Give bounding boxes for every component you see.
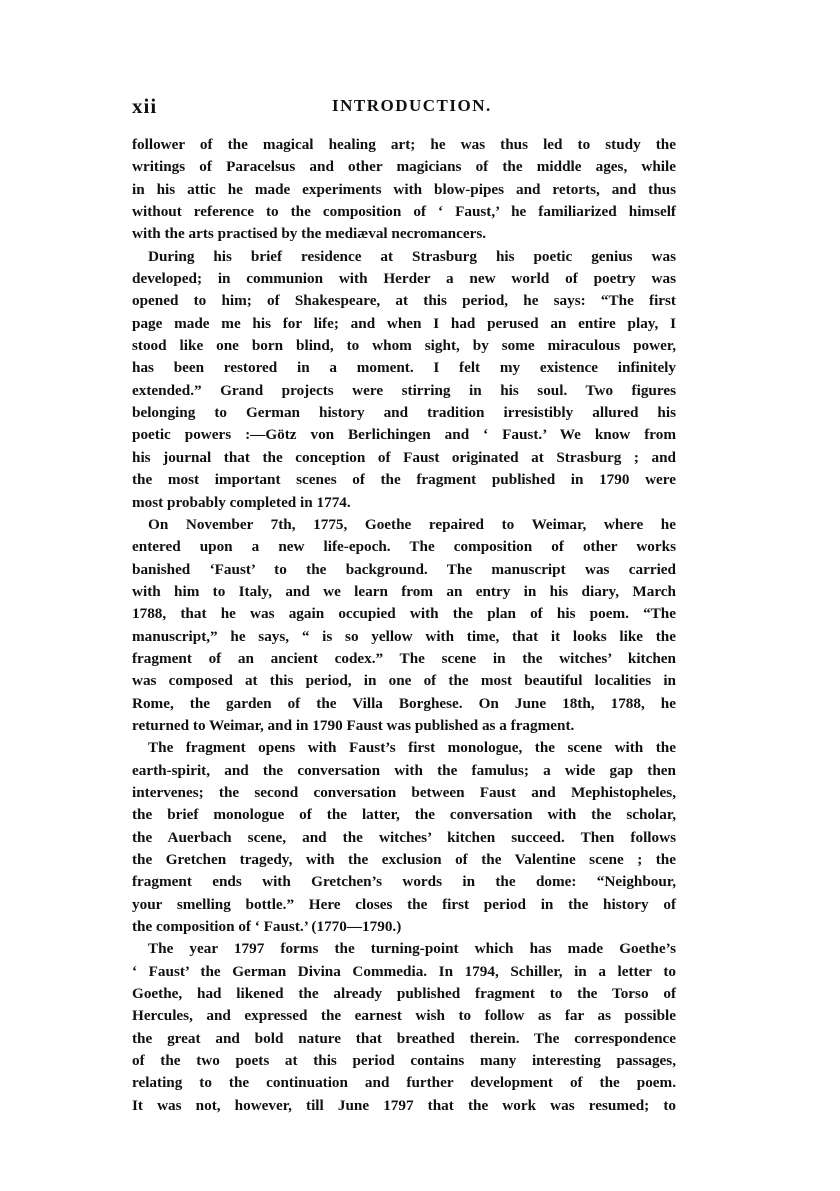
text-line: most probably completed in 1774. bbox=[132, 493, 351, 511]
text-line: 1788, that he was again occupied with the plan of his poem. “The bbox=[132, 605, 676, 623]
text-line: Rome, the garden of the Villa Borghese. On June 18th, 1788, he bbox=[132, 694, 676, 712]
text-line: belonging to German history and tradition irresistibly allured his bbox=[132, 404, 676, 422]
text-line: entered upon a new life-epoch. The composition of other works bbox=[132, 538, 676, 556]
text-line: in his attic he made experiments with blow-pipes and retorts, and thus bbox=[132, 180, 676, 198]
text-line: It was not, however, till June 1797 that the work was resumed; to bbox=[132, 1096, 676, 1114]
text-line: the great and bold nature that breathed therein. The correspondence bbox=[132, 1029, 676, 1047]
text-line: of the two poets at this period contains many interesting passages, bbox=[132, 1052, 676, 1070]
text-line: Hercules, and expressed the earnest wish to follow as far as possible bbox=[132, 1007, 676, 1025]
text-line: earth-spirit, and the conversation with the famulus; a wide gap then bbox=[132, 761, 676, 779]
body-text bbox=[132, 134, 676, 1117]
text-line: developed; in communion with Herder a new world of poetry was bbox=[132, 270, 676, 288]
text-line: the composition of ‘ Faust.’ (1770—1790.) bbox=[132, 918, 402, 936]
text-line: On November 7th, 1775, Goethe repaired to Weimar, where he bbox=[148, 515, 676, 533]
text-line: poetic powers :—Götz von Berlichingen and ‘ Faust.’ We know from bbox=[132, 426, 676, 444]
text-line: your smelling bottle.” Here closes the first period in the history of bbox=[132, 895, 676, 913]
text-line: follower of the magical healing art; he was thus led to study the bbox=[132, 136, 676, 153]
running-title: INTRODUCTION. bbox=[332, 96, 492, 115]
text-line: his journal that the conception of Faust originated at Strasburg ; and bbox=[132, 448, 676, 466]
text-line: the Auerbach scene, and the witches’ kitchen succeed. Then follows bbox=[132, 828, 676, 846]
text-line: without reference to the composition of ‘ Faust,’ he familiarized himself bbox=[132, 203, 676, 221]
text-line: During his brief residence at Strasburg his poetic genius was bbox=[148, 247, 676, 265]
text-line: The fragment opens with Faust’s first monologue, the scene with the bbox=[148, 739, 676, 757]
text-line: was composed at this period, in one of the most beautiful localities in bbox=[132, 672, 676, 690]
text-line: the Gretchen tragedy, with the exclusion of the Valentine scene ; the bbox=[132, 851, 676, 868]
text-line: manuscript,” he says, “ is so yellow with time, that it looks like the bbox=[132, 627, 676, 645]
text-line: banished ‘Faust’ to the background. The manuscript was carried bbox=[132, 560, 676, 578]
text-line: returned to Weimar, and in 1790 Faust was published as a fragment. bbox=[132, 716, 575, 734]
text-line: ‘ Faust’ the German Divina Commedia. In 1794, Schiller, in a letter to bbox=[132, 962, 676, 980]
text-line: writings of Paracelsus and other magicians of the middle ages, while bbox=[132, 158, 676, 176]
text-line: intervenes; the second conversation between Faust and Mephistopheles, bbox=[132, 783, 676, 801]
text-line: extended.” Grand projects were stirring in his soul. Two figures bbox=[132, 381, 676, 399]
text-line: fragment of an ancient codex.” The scene in the witches’ kitchen bbox=[132, 649, 676, 667]
text-line: relating to the continuation and further development of the poem. bbox=[132, 1074, 676, 1092]
text-line: with him to Italy, and we learn from an entry in his diary, March bbox=[132, 582, 676, 600]
page-header bbox=[132, 94, 676, 120]
text-line: the most important scenes of the fragment published in 1790 were bbox=[132, 471, 676, 489]
text-line: fragment ends with Gretchen’s words in the dome: “Neighbour, bbox=[132, 873, 676, 891]
text-line: page made me his for life; and when I had perused an entire play, I bbox=[132, 314, 676, 332]
page-number: xii bbox=[132, 94, 158, 118]
text-line: Goethe, had likened the already published fragment to the Torso of bbox=[132, 985, 676, 1003]
text-line: with the arts practised by the mediæval necromancers. bbox=[132, 225, 487, 243]
text-line: the brief monologue of the latter, the conversation with the scholar, bbox=[132, 806, 676, 824]
text-line: stood like one born blind, to whom sight, by some miraculous power, bbox=[132, 337, 676, 355]
text-line: The year 1797 forms the turning-point which has made Goethe’s bbox=[148, 940, 676, 958]
text-line: opened to him; of Shakespeare, at this period, he says: “The first bbox=[132, 292, 676, 310]
text-line: has been restored in a moment. I felt my existence infinitely bbox=[132, 359, 676, 377]
